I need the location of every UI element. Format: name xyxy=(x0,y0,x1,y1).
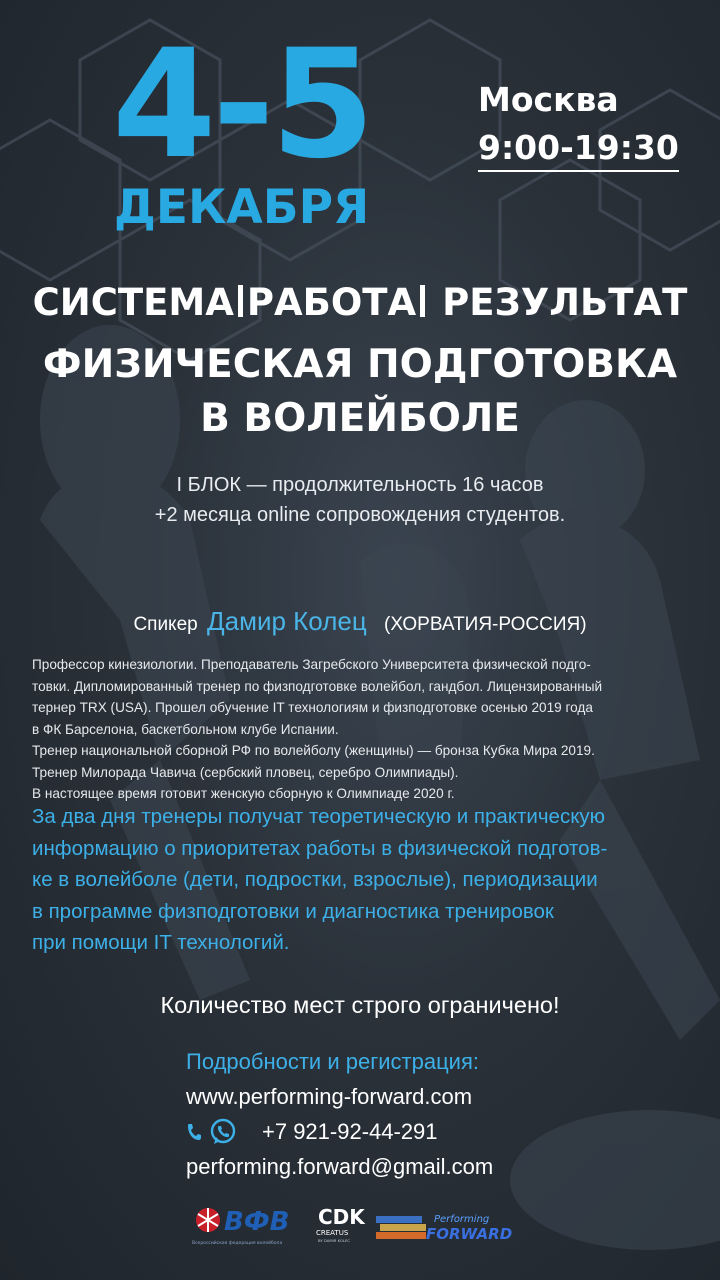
vfv-logo xyxy=(192,1207,289,1246)
contacts xyxy=(186,1044,493,1184)
bio-line: в ФК Барселона, баскетбольном клубе Испании. xyxy=(32,721,339,737)
description-line: в программе физподготовки и диагностика тренировок xyxy=(32,899,554,923)
phone-number[interactable]: +7 921-92-44-291 xyxy=(262,1119,438,1144)
phone-row[interactable] xyxy=(186,1114,493,1149)
creatus-logo xyxy=(316,1205,366,1243)
limited-seats-notice: Количество мест строго ограничено! xyxy=(160,992,560,1018)
speaker-country: (ХОРВАТИЯ-РОССИЯ) xyxy=(384,614,587,635)
event-city: Москва xyxy=(478,80,619,119)
description-line: при помощи IT технологий. xyxy=(32,931,290,954)
speaker-label: Спикер xyxy=(133,614,198,635)
title-line-2: В ВОЛЕЙБОЛЕ xyxy=(200,396,520,441)
vfv-text: ВФВ xyxy=(224,1207,290,1237)
bio-line: В настоящее время готовит женскую сборную к Олимпиаде 2020 г. xyxy=(32,786,455,801)
tagline-separator xyxy=(238,285,243,317)
bio-line: Тренер национальной сборной РФ по волейболу (женщины) — бронза Кубка Мира 2019. xyxy=(32,743,595,758)
creatus-subtitle: BY DAMIR KOLEC xyxy=(318,1238,351,1243)
creatus-text: CREATUS xyxy=(316,1229,349,1237)
sponsor-logos xyxy=(190,1200,550,1250)
speaker-bio xyxy=(32,654,694,805)
description-line: За два дня тренеры получат теоретическую и практическую xyxy=(32,805,606,828)
creatus-mark: CDK xyxy=(318,1205,365,1229)
bio-line: тернер TRX (USA). Прошел обучение IT технологиям и физподготовке осенью 2019 года xyxy=(32,700,593,715)
description-line: ке в волейболе (дети, подростки, взрослые), периодизации xyxy=(32,868,598,891)
bio-line: Профессор кинезиологии. Преподаватель Загребского Университета физической подго- xyxy=(32,657,591,672)
event-hours: 9:00-19:30 xyxy=(478,128,679,172)
tagline-work: РАБОТА xyxy=(246,281,417,324)
performing-forward-logo xyxy=(376,1214,512,1243)
event-month: ДЕКАБРЯ xyxy=(114,180,370,235)
event-days: 4-5 xyxy=(112,18,371,192)
course-description xyxy=(32,801,702,959)
vfv-subtitle: Всероссийская федерация волейбола xyxy=(192,1241,283,1246)
bio-line: товки. Дипломированный тренер по физподготовке волейбол, гандбол. Лицензированный xyxy=(32,678,603,694)
tagline-result: РЕЗУЛЬТАТ xyxy=(442,281,688,324)
tagline-system: СИСТЕМА xyxy=(32,281,234,324)
contacts-heading: Подробности и регистрация: xyxy=(186,1049,479,1074)
tagline xyxy=(0,280,720,326)
bio-line: Тренер Милорада Чавича (сербский пловец, серебро Олимпиады). xyxy=(32,764,459,780)
email-link[interactable]: performing.forward@gmail.com xyxy=(186,1154,494,1179)
pf-bottom-text: FORWARD xyxy=(426,1225,513,1243)
block-online: +2 месяца online сопровождения студентов. xyxy=(154,504,566,526)
website-link[interactable]: www.performing-forward.com xyxy=(186,1084,473,1109)
description-line: информацию о приоритетах работы в физической подготов- xyxy=(32,836,608,860)
speaker-name: Дамир Колец xyxy=(207,606,367,636)
pf-top-text: Performing xyxy=(434,1214,490,1225)
tagline-separator xyxy=(420,285,425,317)
block-duration: I БЛОК — продолжительность 16 часов xyxy=(176,474,544,496)
speaker xyxy=(0,606,720,640)
phone-icon xyxy=(186,1122,202,1142)
whatsapp-icon xyxy=(208,1117,238,1147)
title-line-1: ФИЗИЧЕСКАЯ ПОДГОТОВКА xyxy=(42,342,678,387)
